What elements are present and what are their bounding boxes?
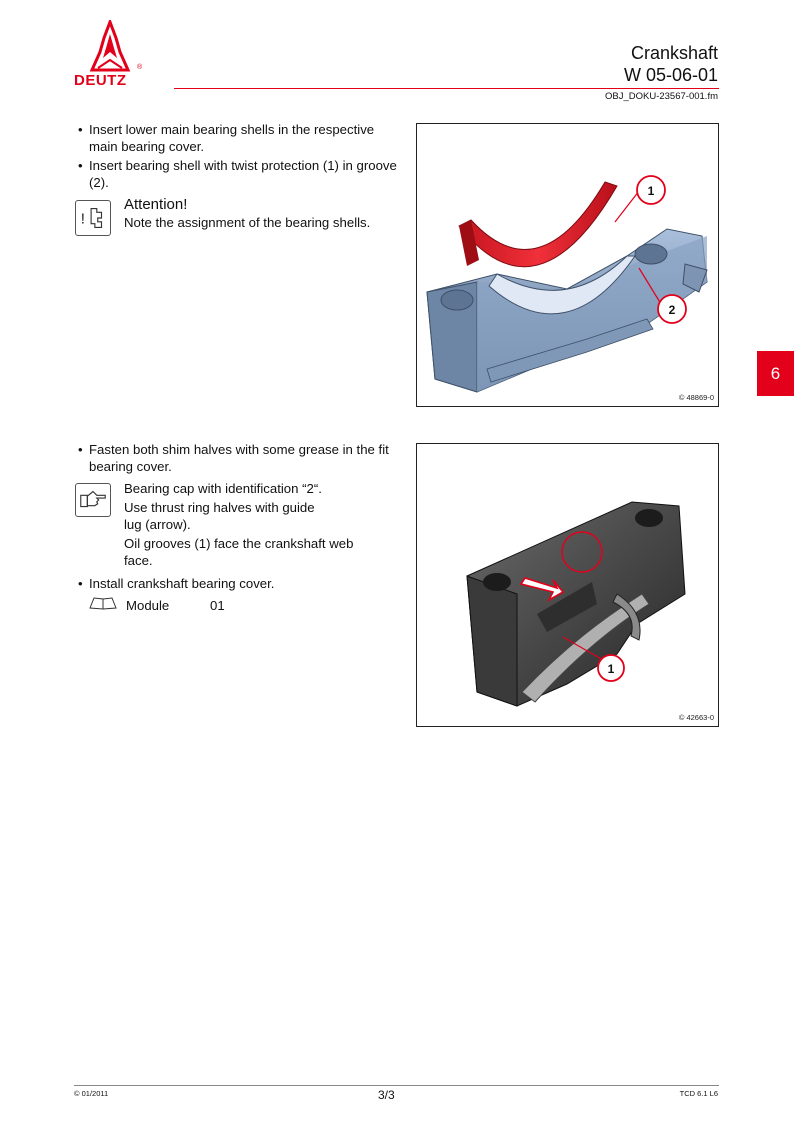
module-label: Module [126, 598, 170, 613]
svg-text:!: ! [80, 210, 85, 228]
figure-thrust-ring-cover [416, 443, 719, 727]
engine-code: TCD 6.1 L6 [679, 1089, 718, 1098]
attention-text: Note the assignment of the bearing shells. [124, 215, 371, 230]
footer-date: © 01/2011 [74, 1089, 109, 1098]
document-reference: OBJ_DOKU-23567-001.fm [605, 91, 718, 102]
chapter-tab[interactable]: 6 [757, 351, 794, 396]
bullet-insert-twist-shell: • Insert bearing shell with twist protection (1) in groove (2). [78, 157, 398, 191]
title-code: W 05-06-01 [623, 65, 718, 85]
registered-mark: ® [137, 64, 143, 71]
pointing-hand-icon [75, 483, 111, 517]
attention-icon [75, 200, 111, 236]
footer-rule [74, 1085, 719, 1086]
figure-caption: © 42663-0 [678, 713, 714, 722]
book-icon [88, 596, 118, 610]
module-number: 01 [210, 598, 225, 613]
note-thrust-ring: Use thrust ring halves with guide lug (arrow). [124, 500, 315, 532]
brand-name: DEUTZ [74, 72, 127, 89]
callout-1-label: 1 [647, 184, 655, 198]
page-number: 3/3 [378, 1088, 395, 1102]
figure-caption: © 48869-0 [678, 393, 714, 402]
bearing-cover-illustration [417, 124, 717, 405]
bullet-insert-lower-shells: • Insert lower main bearing shells in the respective main bearing cover. [78, 121, 398, 155]
callout-2-label: 2 [668, 303, 676, 317]
title-text: Crankshaft [630, 43, 718, 63]
note-bearing-cap-id: Bearing cap with identification “2“. [124, 481, 322, 496]
thrust-ring-illustration [417, 444, 717, 725]
callout-1-label: 1 [607, 662, 615, 676]
attention-title: Attention! [124, 196, 188, 213]
note-oil-grooves: Oil grooves (1) face the crankshaft web face. [124, 536, 354, 568]
bullet-install-cover: • Install crankshaft bearing cover. [78, 575, 398, 592]
header-rule [174, 88, 719, 89]
figure-bearing-shell-cover [416, 123, 719, 407]
bullet-fasten-shims: • Fasten both shim halves with some grease in the fit bearing cover. [78, 441, 398, 475]
page-title [624, 42, 718, 86]
